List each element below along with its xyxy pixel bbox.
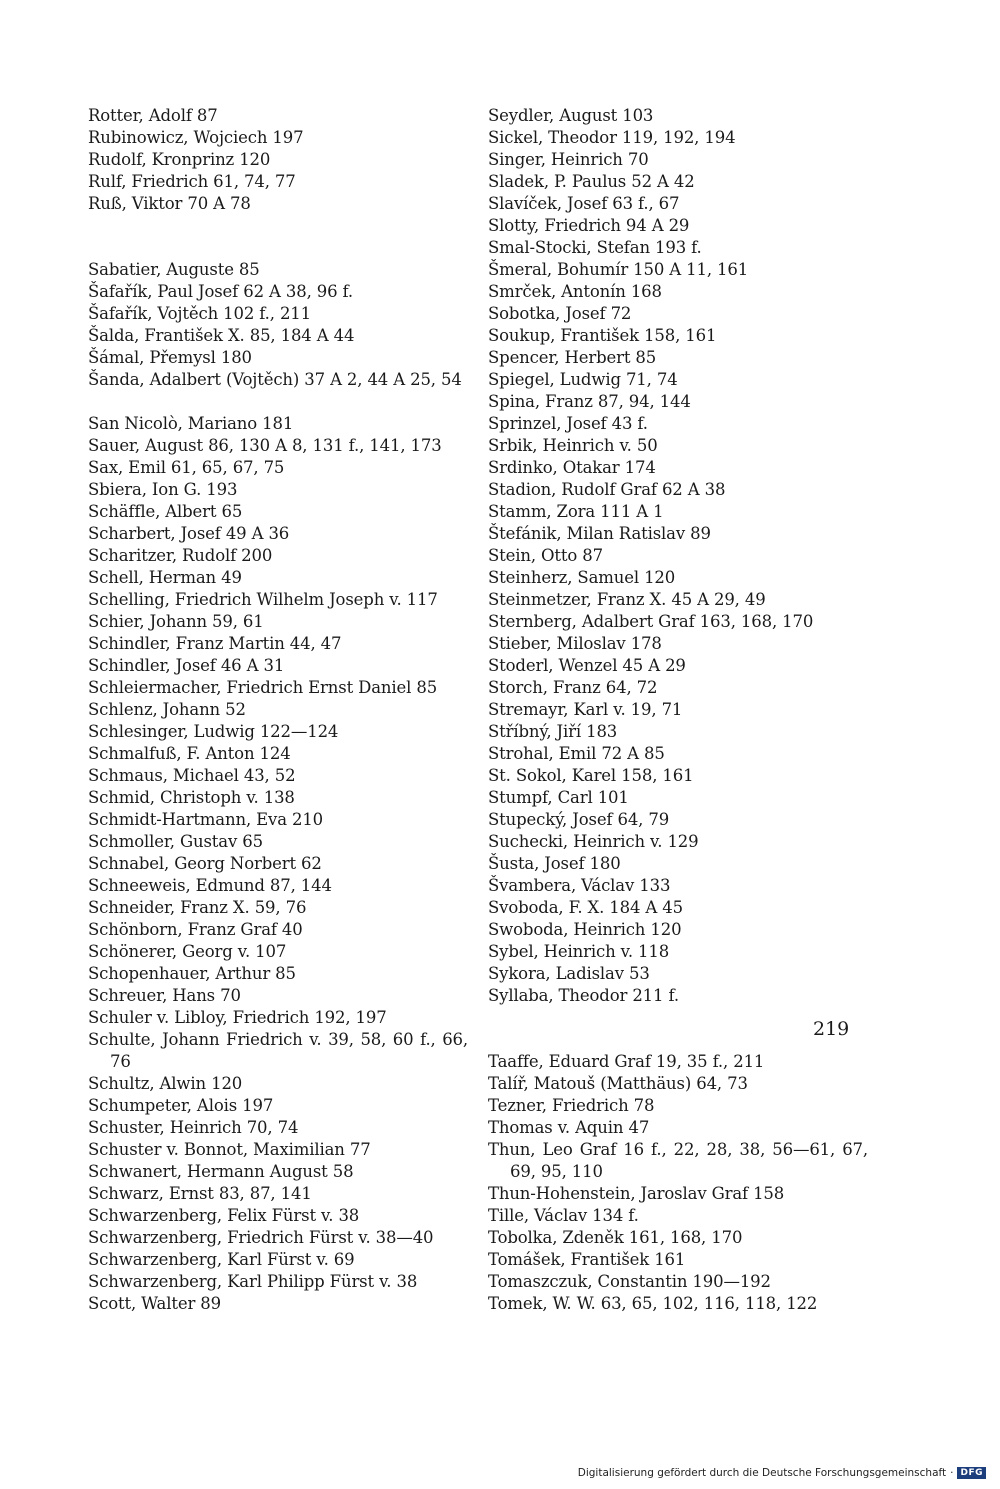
dfg-logo-icon: DFG xyxy=(957,1467,986,1479)
index-entry: Sternberg, Adalbert Graf 163, 168, 170 xyxy=(488,612,814,631)
index-entry: Schwarzenberg, Friedrich Fürst v. 38—40 xyxy=(88,1228,434,1247)
index-entry: Schnabel, Georg Norbert 62 xyxy=(88,854,322,873)
index-entry: Stumpf, Carl 101 xyxy=(488,788,629,807)
index-entry: Thun-Hohenstein, Jaroslav Graf 158 xyxy=(488,1184,785,1203)
index-entry: Stadion, Rudolf Graf 62 A 38 xyxy=(488,480,726,499)
index-entry: Schulte, Johann Friedrich v. 39, 58, 60 f., 66, 76 xyxy=(88,1030,468,1071)
index-entry: Slotty, Friedrich 94 A 29 xyxy=(488,216,690,235)
index-entry: Schlenz, Johann 52 xyxy=(88,700,246,719)
index-entry: Schuler v. Libloy, Friedrich 192, 197 xyxy=(88,1008,387,1027)
index-entry: Schelling, Friedrich Wilhelm Joseph v. 117 xyxy=(88,590,438,609)
section-gap xyxy=(88,215,468,259)
index-entry: Spencer, Herbert 85 xyxy=(488,348,657,367)
index-entry: Schultz, Alwin 120 xyxy=(88,1074,243,1093)
index-entry: Schindler, Josef 46 A 31 xyxy=(88,656,285,675)
index-entry: Rubinowicz, Wojciech 197 xyxy=(88,128,304,147)
index-entry: Schindler, Franz Martin 44, 47 xyxy=(88,634,342,653)
index-entry: Rotter, Adolf 87 xyxy=(88,106,218,125)
footer-separator: · xyxy=(950,1467,954,1479)
index-entry: Spiegel, Ludwig 71, 74 xyxy=(488,370,678,389)
index-entry: Šámal, Přemysl 180 xyxy=(88,348,252,367)
index-entry: Sladek, P. Paulus 52 A 42 xyxy=(488,172,695,191)
index-entry: Sax, Emil 61, 65, 67, 75 xyxy=(88,458,285,477)
index-entry: Strohal, Emil 72 A 85 xyxy=(488,744,665,763)
index-entry: Sprinzel, Josef 43 f. xyxy=(488,414,648,433)
index-entry: Schwarz, Ernst 83, 87, 141 xyxy=(88,1184,312,1203)
index-entry: Stein, Otto 87 xyxy=(488,546,603,565)
index-entry: Šalda, František X. 85, 184 A 44 xyxy=(88,326,355,345)
index-entry: Sobotka, Josef 72 xyxy=(488,304,632,323)
index-entry: Scharbert, Josef 49 A 36 xyxy=(88,524,290,543)
index-entry: Švambera, Václav 133 xyxy=(488,876,671,895)
index-entry: Schneider, Franz X. 59, 76 xyxy=(88,898,307,917)
index-entry: Tille, Václav 134 f. xyxy=(488,1206,639,1225)
index-entry: Stříbný, Jiří 183 xyxy=(488,722,618,741)
index-entry: Schuster, Heinrich 70, 74 xyxy=(88,1118,299,1137)
index-entry: Seydler, August 103 xyxy=(488,106,654,125)
index-entry: Schopenhauer, Arthur 85 xyxy=(88,964,296,983)
index-entry: Syllaba, Theodor 211 f. xyxy=(488,986,679,1005)
index-entry: Schell, Herman 49 xyxy=(88,568,242,587)
index-entry: Stamm, Zora 111 A 1 xyxy=(488,502,664,521)
index-entry: Schmaus, Michael 43, 52 xyxy=(88,766,296,785)
index-entry: Schwarzenberg, Karl Philipp Fürst v. 38 xyxy=(88,1272,418,1291)
index-entry: Soukup, František 158, 161 xyxy=(488,326,717,345)
index-entry: St. Sokol, Karel 158, 161 xyxy=(488,766,694,785)
index-entry: Smal-Stocki, Stefan 193 f. xyxy=(488,238,702,257)
index-entry: Sbiera, Ion G. 193 xyxy=(88,480,238,499)
index-entry: Schlesinger, Ludwig 122—124 xyxy=(88,722,339,741)
index-entry: Ruß, Viktor 70 A 78 xyxy=(88,194,251,213)
index-entry: Rulf, Friedrich 61, 74, 77 xyxy=(88,172,296,191)
index-column-right xyxy=(488,105,868,1315)
index-entry: Schmalfuß, F. Anton 124 xyxy=(88,744,291,763)
index-entry: Smrček, Antonín 168 xyxy=(488,282,662,301)
index-entry: Sykora, Ladislav 53 xyxy=(488,964,650,983)
index-entry: Tomášek, František 161 xyxy=(488,1250,686,1269)
index-entry: Štefánik, Milan Ratislav 89 xyxy=(488,524,711,543)
index-entry: Spina, Franz 87, 94, 144 xyxy=(488,392,691,411)
index-entry: San Nicolò, Mariano 181 xyxy=(88,414,294,433)
index-entry: Šafařík, Paul Josef 62 A 38, 96 f. xyxy=(88,282,354,301)
index-entry: Srbik, Heinrich v. 50 xyxy=(488,436,658,455)
index-entry: Sickel, Theodor 119, 192, 194 xyxy=(488,128,736,147)
index-entry: Talíř, Matouš (Matthäus) 64, 73 xyxy=(488,1074,748,1093)
index-entry: Srdinko, Otakar 174 xyxy=(488,458,656,477)
index-entry: Stupecký, Josef 64, 79 xyxy=(488,810,670,829)
index-entry: Thomas v. Aquin 47 xyxy=(488,1118,650,1137)
index-entry: Schwarzenberg, Karl Fürst v. 69 xyxy=(88,1250,355,1269)
section-gap xyxy=(488,1007,868,1051)
index-entry: Storch, Franz 64, 72 xyxy=(488,678,658,697)
index-entry: Schleiermacher, Friedrich Ernst Daniel 85 xyxy=(88,678,438,697)
index-entry: Stremayr, Karl v. 19, 71 xyxy=(488,700,683,719)
index-column-left xyxy=(88,105,468,1315)
index-entry: Stieber, Miloslav 178 xyxy=(488,634,662,653)
index-entry: Tomek, W. W. 63, 65, 102, 116, 118, 122 xyxy=(488,1294,818,1313)
index-entry: Šmeral, Bohumír 150 A 11, 161 xyxy=(488,260,749,279)
index-entry: Scharitzer, Rudolf 200 xyxy=(88,546,273,565)
index-entry: Sybel, Heinrich v. 118 xyxy=(488,942,670,961)
index-entry: Schwarzenberg, Felix Fürst v. 38 xyxy=(88,1206,360,1225)
index-entry: Schäffle, Albert 65 xyxy=(88,502,243,521)
index-entry: Tezner, Friedrich 78 xyxy=(488,1096,655,1115)
index-entry: Rudolf, Kronprinz 120 xyxy=(88,150,271,169)
index-entry: Schneeweis, Edmund 87, 144 xyxy=(88,876,332,895)
index-entry: Thun, Leo Graf 16 f., 22, 28, 38, 56—61, 67, 69, 95, 110 xyxy=(488,1140,868,1181)
index-entry: Schumpeter, Alois 197 xyxy=(88,1096,274,1115)
index-entry: Steinmetzer, Franz X. 45 A 29, 49 xyxy=(488,590,766,609)
digitization-footer xyxy=(578,1467,986,1479)
index-entry: Sabatier, Auguste 85 xyxy=(88,260,260,279)
index-entry: Schuster v. Bonnot, Maximilian 77 xyxy=(88,1140,371,1159)
index-entry: Swoboda, Heinrich 120 xyxy=(488,920,682,939)
index-entry: Scott, Walter 89 xyxy=(88,1294,221,1313)
index-entry: Šafařík, Vojtěch 102 f., 211 xyxy=(88,304,311,323)
footer-text: Digitalisierung gefördert durch die Deutsche Forschungsgemeinschaft xyxy=(577,1467,947,1479)
index-entry: Schönborn, Franz Graf 40 xyxy=(88,920,303,939)
index-entry: Steinherz, Samuel 120 xyxy=(488,568,676,587)
index-entry: Schmid, Christoph v. 138 xyxy=(88,788,295,807)
index-entry: Taaffe, Eduard Graf 19, 35 f., 211 xyxy=(488,1052,765,1071)
index-entry: Stoderl, Wenzel 45 A 29 xyxy=(488,656,686,675)
index-entry: Singer, Heinrich 70 xyxy=(488,150,649,169)
index-entry: Šanda, Adalbert (Vojtěch) 37 A 2, 44 A 25, 54 xyxy=(88,370,462,389)
index-entry: Tobolka, Zdeněk 161, 168, 170 xyxy=(488,1228,743,1247)
index-entry: Schmoller, Gustav 65 xyxy=(88,832,263,851)
index-entry: Schönerer, Georg v. 107 xyxy=(88,942,287,961)
index-entry: Schwanert, Hermann August 58 xyxy=(88,1162,354,1181)
index-entry: Suchecki, Heinrich v. 129 xyxy=(488,832,699,851)
index-entry: Tomaszczuk, Constantin 190—192 xyxy=(488,1272,771,1291)
page-number: 219 xyxy=(813,1018,850,1040)
index-entry: Sauer, August 86, 130 A 8, 131 f., 141, 173 xyxy=(88,436,442,455)
index-entry: Schreuer, Hans 70 xyxy=(88,986,241,1005)
index-entry: Slavíček, Josef 63 f., 67 xyxy=(488,194,680,213)
index-entry: Schier, Johann 59, 61 xyxy=(88,612,264,631)
index-entry: Šusta, Josef 180 xyxy=(488,854,621,873)
index-entry: Schmidt-Hartmann, Eva 210 xyxy=(88,810,324,829)
index-entry: Svoboda, F. X. 184 A 45 xyxy=(488,898,683,917)
